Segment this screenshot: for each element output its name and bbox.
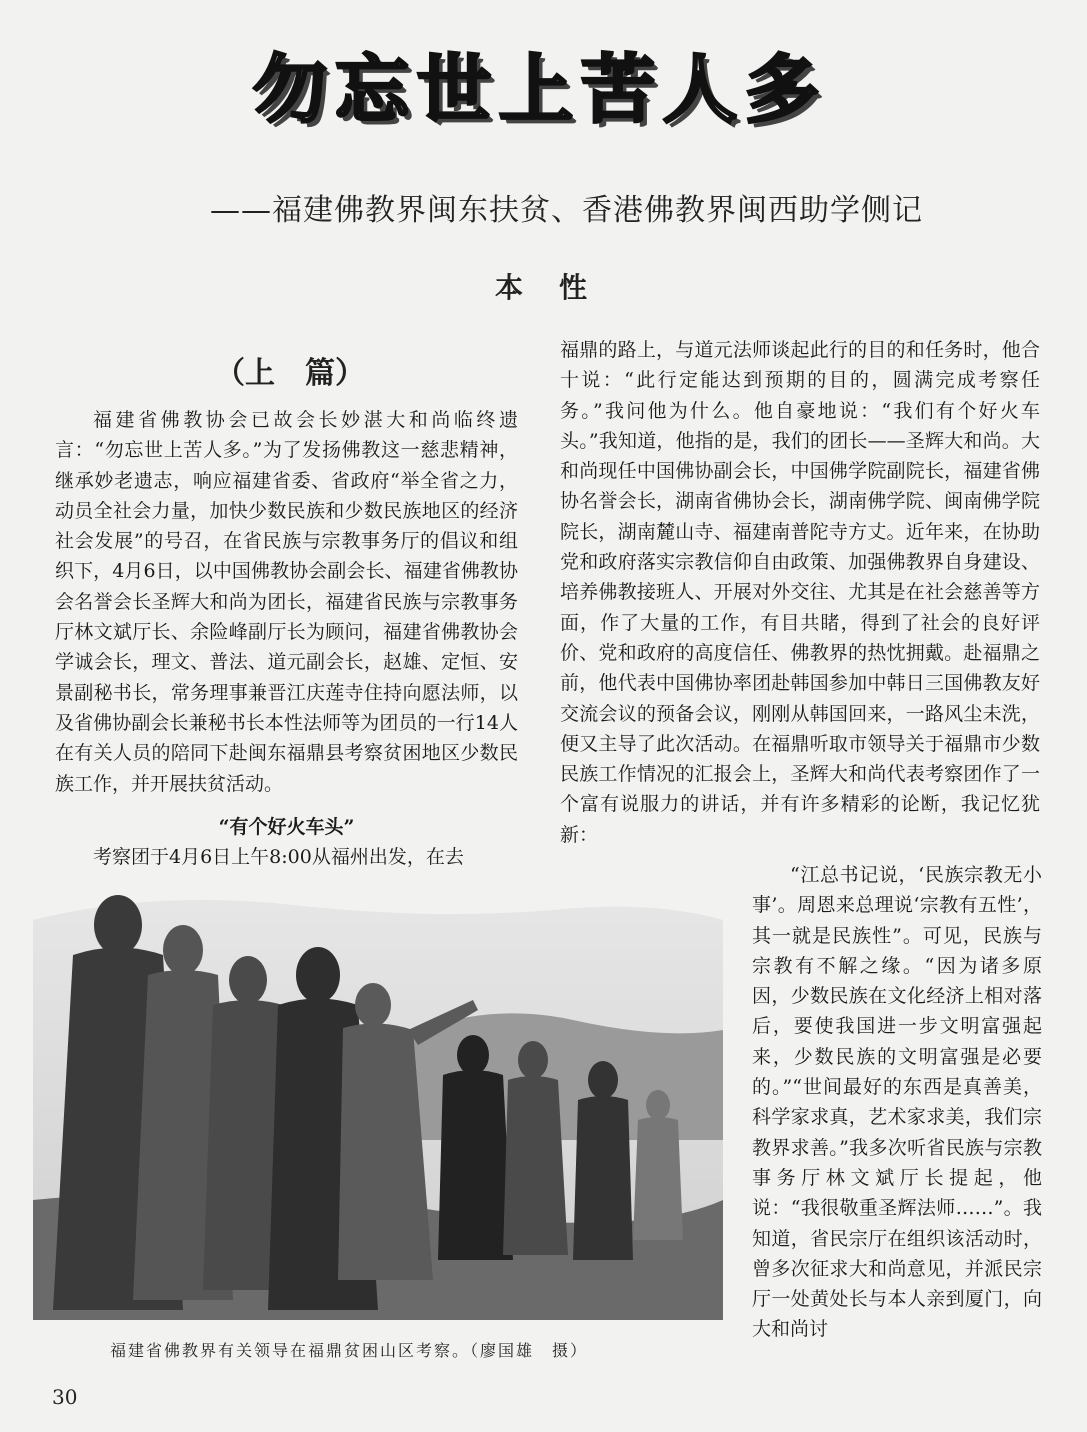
right-column-quote	[752, 860, 1042, 1345]
left-column-paragraph-1	[55, 405, 518, 799]
article-title: 勿忘世上苦人多	[253, 47, 827, 133]
photo-caption: 福建省佛教界有关领导在福鼎贫困山区考察。（廖国雄 摄）	[110, 1341, 589, 1360]
page-number: 30	[52, 1385, 78, 1409]
paragraph: 福鼎的路上，与道元法师谈起此行的目的和任务时，他合十说：“此行定能达到预期的目的，圆满完成考察任务。”我问他为什么。他自豪地说：“我们有个好火车头。”我知道，他指的是，我们的团长——圣辉大和尚。大和尚现任中国佛协副会长，中国佛学院副院长，福建省佛协名誉会长，湖南省佛协会长，湖南佛学院、闽南佛学院院长，湖南麓山寺、福建南普陀寺方丈。近年来，在协助党和政府落实宗教信仰自由政策、加强佛教界自身建设、培养佛教接班人、开展对外交往、尤其是在社会慈善等方面，作了大量的工作，有目共睹，得到了社会的良好评价、党和政府的高度信任、佛教界的热忱拥戴。赴福鼎之前，他代表中国佛协率团赴韩国参加中韩日三国佛教友好交流会议的预备会议，刚刚从韩国回来，一路风尘未洗，便又主导了此次活动。在福鼎听取市领导关于福鼎市少数民族工作情况的汇报会上，圣辉大和尚代表考察团作了一个富有说服力的讲话，并有许多精彩的论断，我记忆犹新：	[560, 339, 1040, 846]
paragraph: 福建省佛教协会已故会长妙湛大和尚临终遗言：“勿忘世上苦人多。”为了发扬佛教这一慈悲精神，继承妙老遗志，响应福建省委、省政府“举全省之力，动员全社会力量，加快少数民族和少数民族地区的经济社会发展”的号召，在省民族与宗教事务厅的倡议和组织下，4月6日，以中国佛教协会副会长、福建省佛教协会名誉会长圣辉大和尚为团长，福建省民族与宗教事务厅林文斌厅长、余险峰副厅长为顾问，福建省佛教协会学诚会长，理文、普法、道元副会长，赵雄、定恒、安景副秘书长，常务理事兼晋江庆莲寺住持向愿法师，以及省佛协副会长兼秘书长本性法师等为团员的一行14人在有关人员的陪同下赴闽东福鼎县考察贫困地区少数民族工作，并开展扶贫活动。	[55, 409, 518, 795]
article-subtitle: ——福建佛教界闽东扶贫、香港佛教界闽西助学侧记	[210, 193, 923, 228]
left-column-paragraph-2: 考察团于4月6日上午8:00从福州出发，在去	[93, 846, 464, 868]
subheading: “有个好火车头”	[218, 816, 355, 838]
section-heading: （上 篇）	[215, 356, 365, 391]
right-column-text	[560, 335, 1040, 850]
photo-illustration	[33, 880, 723, 1320]
group-photo	[33, 880, 723, 1320]
author-name: 本性	[495, 271, 624, 304]
paragraph: “江总书记说，‘民族宗教无小事’。周恩来总理说‘宗教有五性’，其一就是民族性”。可见，民族与宗教有不解之缘。“因为诸多原因，少数民族在文化经济上相对落后，要使我国进一步文明富强起来，少数民族的文明富强是必要的。”“世间最好的东西是真善美，科学家求真，艺术家求美，我们宗教界求善。”我多次听省民族与宗教事务厅林文斌厅长提起，他说：“我很敬重圣辉法师……”。我知道，省民宗厅在组织该活动时，曾多次征求大和尚意见，并派民宗厅一处黄处长与本人亲到厦门，向大和尚讨	[752, 864, 1042, 1341]
